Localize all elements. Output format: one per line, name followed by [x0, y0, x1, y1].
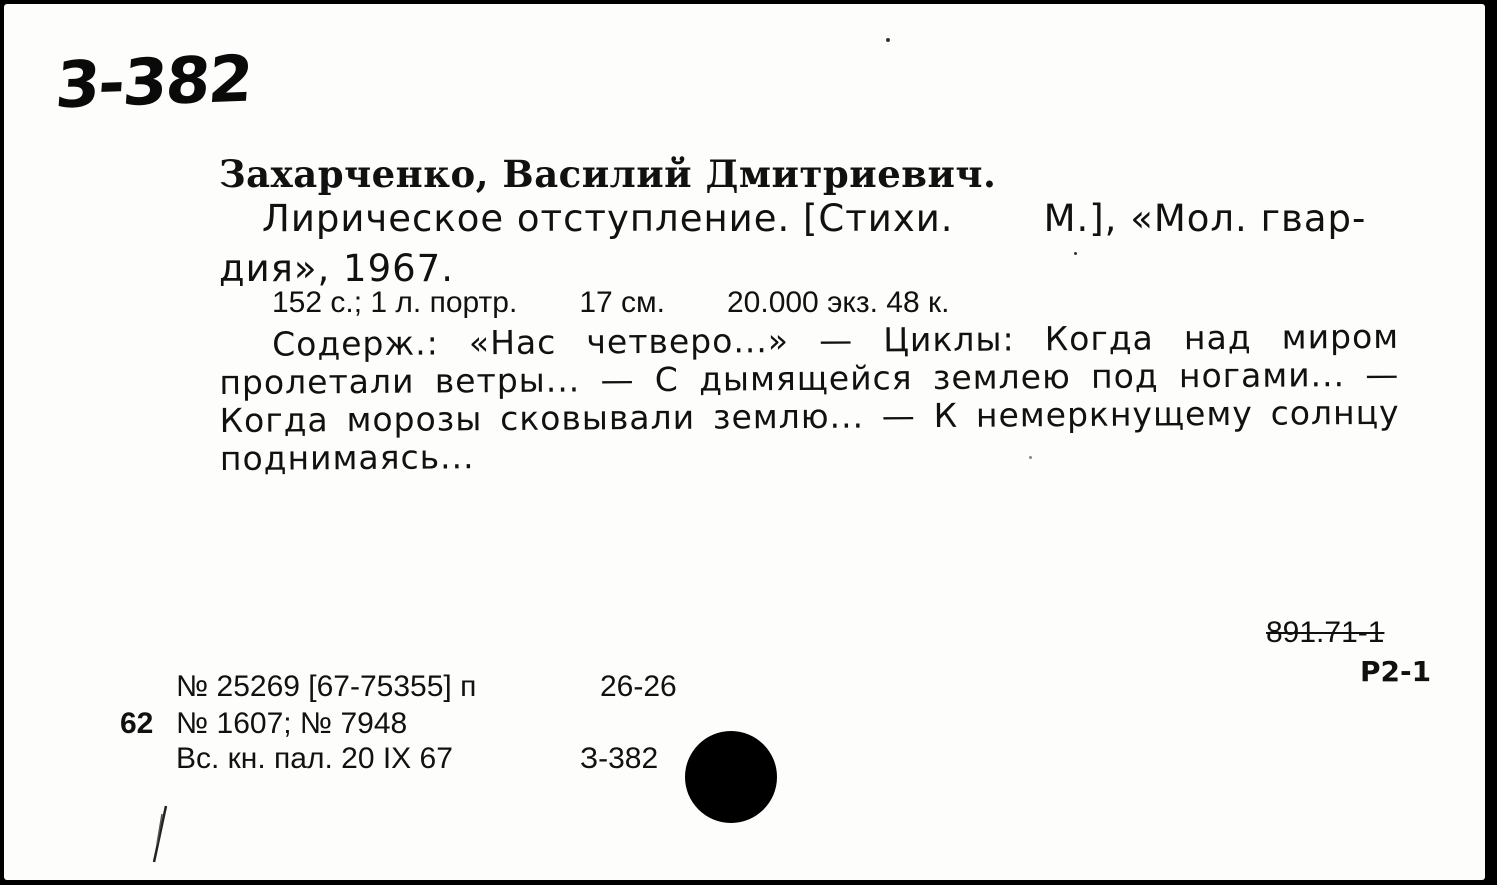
pages: 152 с.; 1 л. портр.: [272, 286, 518, 319]
pencil-mark-icon: [148, 804, 172, 866]
code-2: З-382: [580, 742, 659, 775]
speck: [1074, 252, 1077, 255]
speck: [1029, 456, 1032, 459]
code-1: 26-26: [600, 670, 677, 703]
new-classification: Р2-1: [1360, 655, 1432, 688]
author-heading: Захарченко, Василий Дмитриевич.: [219, 152, 997, 196]
title-part-b: М.], «Мол. гвар-: [1043, 197, 1367, 240]
handwritten-call-number: 3-382: [53, 42, 254, 124]
size: 17 см.: [579, 286, 665, 319]
title-part-a: Лирическое отступление. [Стихи.: [262, 197, 954, 240]
catalog-card: [4, 4, 1485, 880]
title-line-2: дия», 1967.: [219, 247, 454, 290]
copies-price: 20.000 экз. 48 к.: [726, 286, 950, 319]
speck: [886, 38, 890, 42]
struck-classification: 891.71-1: [1266, 616, 1385, 649]
contents-note: Содерж.: «Нас четверо...» — Циклы: Когда над миром пролетали ветры... — С дымящейся землею под ногами... — Когда морозы сковывали землю... — К немеркнущему солнцу поднимаясь...: [219, 316, 1400, 478]
accession-line-1: № 25269 [67-75355] п: [176, 670, 477, 703]
accession-line-3: Вс. кн. пал. 20 IX 67: [176, 742, 453, 775]
physical-description: [272, 286, 949, 320]
accession-line-2-prefix: 62: [120, 707, 154, 740]
accession-line-2: № 1607; № 7948: [176, 707, 408, 740]
punch-hole: [685, 731, 777, 823]
title-line-1: [262, 197, 1366, 240]
